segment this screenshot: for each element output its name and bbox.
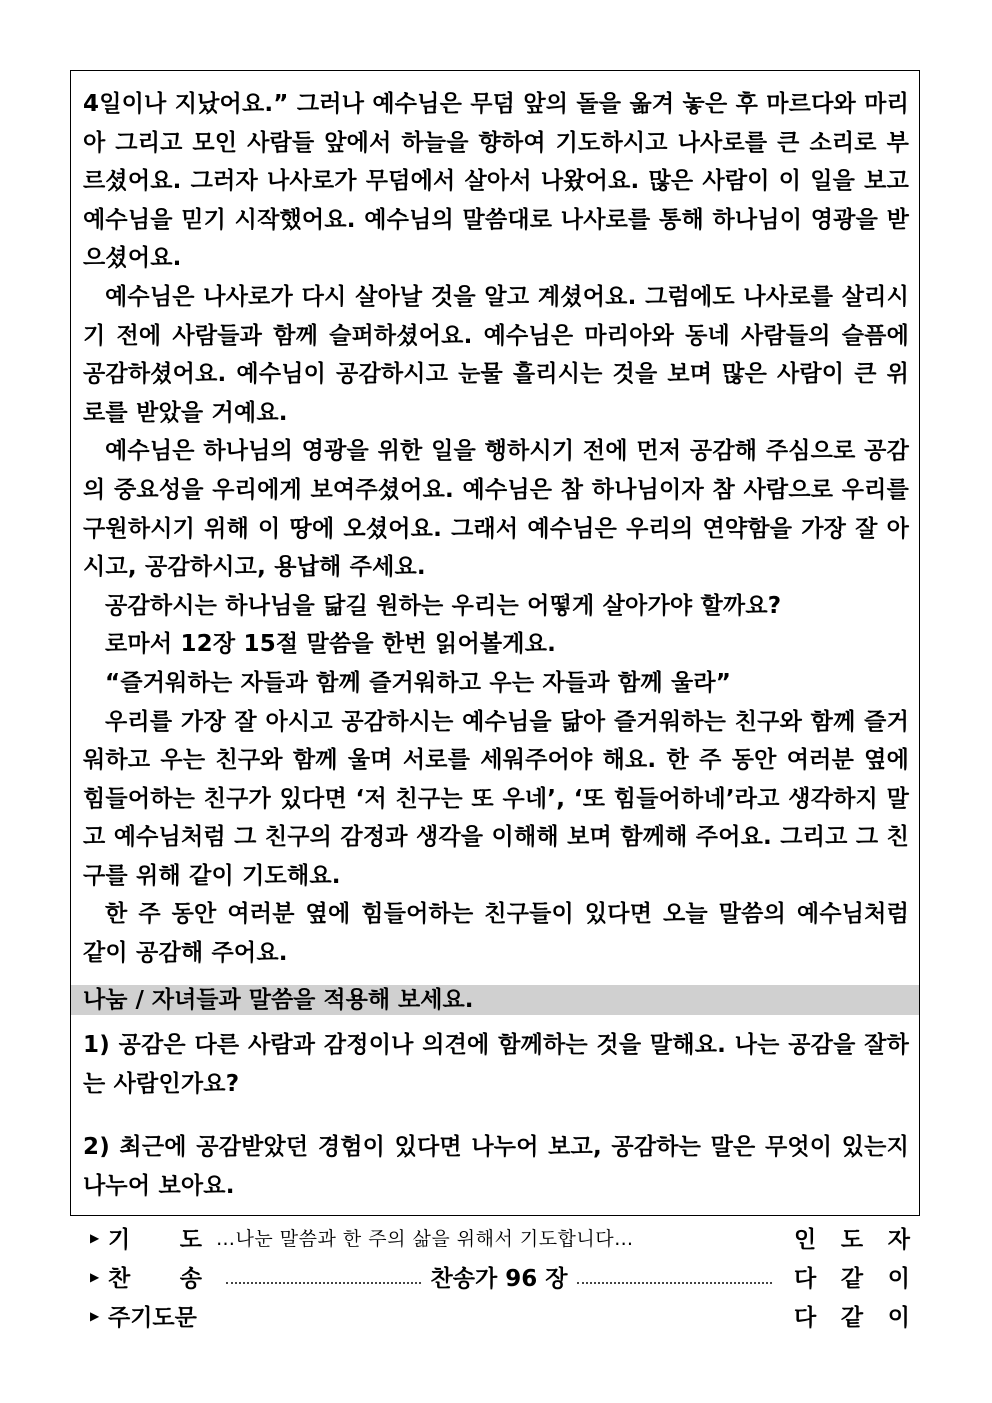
prayer-description: …나눈 말씀과 한 주의 삶을 위해서 기도합니다… <box>216 1228 634 1250</box>
label-char: 도 <box>179 1227 202 1253</box>
scripture-quote: “즐거워하는 자들과 함께 즐거워하고 우는 자들과 함께 울라” <box>105 669 732 696</box>
dotted-leader <box>226 1282 421 1284</box>
paragraph: 한 주 동안 여러분 옆에 힘들어하는 친구들이 있다면 오늘 말씀의 예수님처럼 같이 공감해 주어요. <box>83 901 909 967</box>
leader-char: 같 <box>840 1305 864 1331</box>
dotted-leader <box>577 1282 772 1284</box>
leader-char: 다 <box>794 1305 817 1331</box>
sharing-question-1: 1) 공감은 다른 사람과 감정이나 의견에 함께하는 것을 말해요. 나는 공감을 잘하는 사람인가요? <box>83 1032 909 1097</box>
sharing-question-2: 2) 최근에 공감받았던 경험이 있다면 나누어 보고, 공감하는 말은 무엇이 있는지 나누어 보아요. <box>83 1134 909 1199</box>
body-text <box>83 85 909 973</box>
order-row-hymn <box>90 1257 910 1296</box>
order-description <box>216 1224 782 1251</box>
paragraph: 우리를 가장 잘 아시고 공감하시는 예수님을 닮아 즐거워하는 친구와 함께 즐거워하고 우는 친구와 함께 울며 서로를 세워주어야 해요. 한 주 동안 여러분 옆에 힘들어하는 친구가 있다면 ‘저 친구는 또 우네’, ‘또 힘들어하네’라고 생각하지 말고 예수님처럼 그 친구의 감정과 생각을 이해해 보며 함께해 주어요. 그리고 그 친구를 위해 같이 기도해요. <box>83 708 909 889</box>
order-description <box>216 1260 782 1293</box>
leader-char: 같 <box>840 1266 864 1292</box>
label-char: 찬 <box>108 1266 131 1292</box>
label-char: 기 <box>108 1227 131 1253</box>
leader-char: 자 <box>887 1227 910 1253</box>
triangle-bullet-icon: ▶ <box>90 1269 100 1284</box>
triangle-bullet-icon: ▶ <box>90 1308 100 1323</box>
label-text: 주기도문 <box>108 1305 197 1331</box>
label-char: 송 <box>179 1266 202 1292</box>
leader-char: 이 <box>887 1266 910 1292</box>
order-label <box>108 1260 216 1293</box>
leader-char: 이 <box>887 1305 910 1331</box>
paragraph: 예수님은 나사로가 다시 살아날 것을 알고 계셨어요. 그럼에도 나사로를 살리시기 전에 사람들과 함께 슬퍼하셨어요. 예수님은 마리아와 동네 사람들의 슬픔에 공감하셨어요. 예수님이 공감하시고 눈물 흘리시는 것을 보며 많은 사람이 큰 위로를 받았을 거예요. <box>83 283 909 426</box>
content-box <box>70 70 920 1216</box>
order-label <box>108 1221 216 1254</box>
order-label <box>108 1299 216 1332</box>
leader-char: 다 <box>794 1266 817 1292</box>
order-leader <box>794 1260 910 1293</box>
hymn-number: 찬송가 96 장 <box>430 1266 568 1292</box>
leader-char: 인 <box>794 1227 817 1253</box>
order-leader <box>794 1299 910 1332</box>
order-description <box>216 1315 782 1317</box>
leader-char: 도 <box>840 1227 864 1253</box>
paragraph: 4일이나 지났어요.” 그러나 예수님은 무덤 앞의 돌을 옮겨 놓은 후 마르다와 마리아 그리고 모인 사람들 앞에서 하늘을 향하여 기도하시고 나사로를 큰 소리로 부르셨어요. 그러자 나사로가 무덤에서 살아서 나왔어요. 많은 사람이 이 일을 보고 예수님을 믿기 시작했어요. 예수님의 말씀대로 나사로를 통해 하나님이 영광을 받으셨어요. <box>83 91 909 272</box>
paragraph: 공감하시는 하나님을 닮길 원하는 우리는 어떻게 살아가야 할까요? <box>105 592 782 619</box>
worship-order <box>90 1218 910 1335</box>
order-row-prayer <box>90 1218 910 1257</box>
order-row-lords-prayer <box>90 1296 910 1335</box>
sharing-heading: 나눔 / 자녀들과 말씀을 적용해 보세요. <box>71 985 919 1015</box>
triangle-bullet-icon: ▶ <box>90 1230 100 1245</box>
paragraph: 로마서 12장 15절 말씀을 한번 읽어볼게요. <box>105 631 557 658</box>
order-leader <box>794 1221 910 1254</box>
paragraph: 예수님은 하나님의 영광을 위한 일을 행하시기 전에 먼저 공감해 주심으로 공감의 중요성을 우리에게 보여주셨어요. 예수님은 참 하나님이자 참 사람으로 우리를 구원하시기 위해 이 땅에 오셨어요. 그래서 예수님은 우리의 연약함을 가장 잘 아시고, 공감하시고, 용납해 주세요. <box>83 438 909 581</box>
